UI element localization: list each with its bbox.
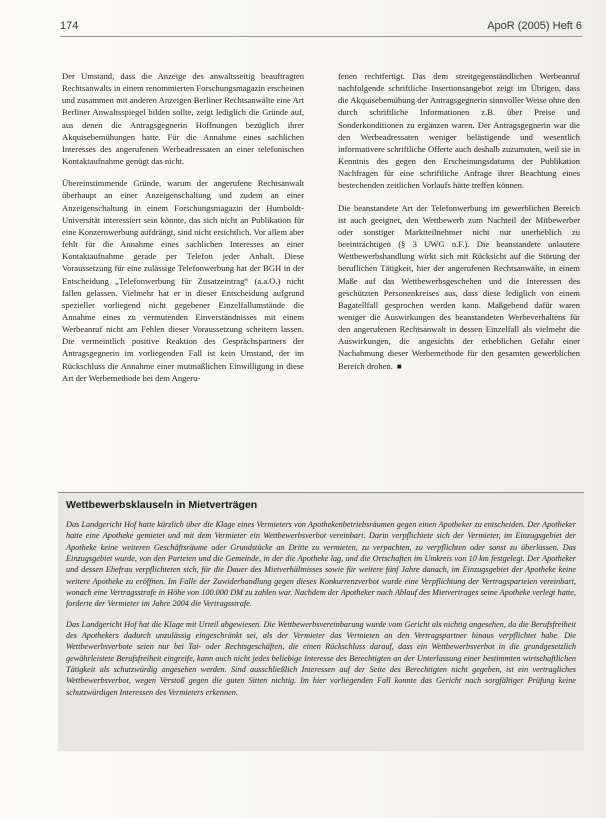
body-paragraph: [338, 202, 580, 373]
right-text-column: [338, 70, 580, 383]
body-paragraph: fenen rechtfertigt. Das dem streitgegenständlichen Werbeanruf nachfolgende schriftliche Insertionsangebot zeigt im Übrigen, dass die Akquisebemühung der Antragsgegnerin sinnvoller Weise ohne den durch schriftliche Informationen z.B. über Preise und Sonderkonditionen zu ergänzen waren. Der Antragsgegnerin war die den Werbeadressaten weniger belästigende und wesentlich informativere schriftliche Offerte auch deshalb zuzumuten, weil sie in Kenntnis des gegen den Erscheinungsdatums der Publikation Nachfragen für eine schriftliche Anfrage ihrer Beachtung eines bestechenden zeitlichen Vorlaufs hätte treffen können.: [338, 71, 580, 191]
header-rule: [60, 36, 582, 37]
info-box-paragraph: Das Landgericht Hof hatte kürzlich über die Klage eines Vermieters von Apothekenbetriebsräumen gegen einen Apotheker zu entscheiden. Der Apotheker hatte eine Apotheke gemietet und mit dem Vermieter ein Wettbewerbsverbot vereinbart. Darin verpflichtete sich der Vermieter, im Einzugsgebiet der Apotheke keine weiteren Geschäftsräume oder Grundstücke an Dritte zu vermieten, zu verpachten, zu verpflichten oder sonst zu überlassen. Das Einzugsgebiet wurde, von den Parteien und die Gemeinde, in der die Apotheke lag, und die Ortschaften im Umkreis von 10 km festgelegt. Der Apotheker und dessen Ehefrau verpflichteten sich, für die Dauer des Mietverhältnisses sowie für weitere fünf Jahre danach, im Einzugsgebiet der Apotheke keine weitere Apotheke zu eröffnen. Im Falle der Zuwiderhandlung gegen dieses Konkurrenzverbot wurde eine Verpflichtung der Vertragsparteien vereinbart, wonach eine Vertragsstrafe in Höhe von 100.000 DM zu zahlen war. Nachdem der Apotheker nach Ablauf des Mietvertrages seine Apotheke verlegt hatte, forderte der Vermieter im Jahre 2004 die Vertragsstrafe.: [66, 520, 576, 609]
info-box-paragraph: Das Landgericht Hof hat die Klage mit Urteil abgewiesen. Die Wettbewerbsvereinbarung wurde vom Gericht als nichtig angesehen, da die Berufsfreiheit des Apothekers dadurch unzulässig eingeschränkt sei, als der Vermieter das Vermieten an den Vertragspartner hinaus verpflichtet habe. Die Wettbewerbsverbote seien nur bei Tat- oder Rechtsgeschäften, die einen Rückschluss darauf, dass ein Wettbewerbsverbot in die grundgesetzlich gewährleistete Berufsfreiheit eingreife, kann auch nicht jedes beliebige Interesse des Berechtigten an der Unterlassung einer bestimmten wirtschaftlichen Tätigkeit als schutzwürdig angesehen werden. Sind ausschließlich Interessen auf der Seite des Berechtigten nicht gegeben, ist ein vertragliches Wettbewerbsverbot, wegen Verstoß gegen die guten Sitten nichtig. Im hier vorliegenden Fall konnte das Gericht nach sorgfältiger Prüfung keine schutzwürdigen Interessen des Vermieters erkennen.: [66, 619, 576, 697]
info-box: [58, 492, 584, 751]
journal-reference: ApoR (2005) Heft 6: [487, 20, 582, 32]
article-end-mark: ■: [396, 361, 402, 371]
body-paragraph: Übereinstimmende Gründe, warum der angerufene Rechtsanwalt überhaupt an einer Anzeigenschaltung und zudem an einer Anzeigenschaltung in einem Forschungsmagazin der Humboldt-Universität interessiert sein könnte, das sich nicht an Publikation für eine Konzernwerbung aufdrängt, sind nicht ersichtlich. Vor allem aber fehlt für die Annahme eines sachlichen Interesses an einer Kontaktaufnahme gerade per Telefon jeder Anhalt. Diese Voraussetzung für eine zulässige Telefonwerbung hat der BGH in der Entscheidung „Telefonwerbung für Zusatzeintrag“ (a.a.O.) nicht fallen gelassen. Vielmehr hat er in dieser Entscheidung aufgrund spezieller vorliegend nicht gegebener Einzelfallumstände die Annahme eines zu vermutenden Einverständnisses mit einem Werbeanruf nicht am Fehlen dieser Voraussetzung scheitern lassen. Die vermeintlich positive Reaktion des Gesprächspartners der Antragsgegnerin im vorliegenden Fall ist kein Umstand, der im Rückschluss die Annahme einer mutmaßlichen Einwilligung in diese Art der Werbemethode bei dem Angeru-: [62, 178, 304, 383]
body-paragraph: Der Umstand, dass die Anzeige des anwaltsseitig beauftragten Rechtsanwalts in einem renommierten Forschungsmagazin erscheinen und zusammen mit anderen Anzeigen Berliner Rechtsanwälte eine Art Berliner Anwaltsspiegel bilden sollte, zeigt lediglich die Gründe auf, aus denen die Antragsgegnerin Hoffnungen bezüglich ihrer Akquisebemühungen hatte. Für die Annahme eines sachlichen Interesses des angerufenen Werbeadressaten an einer telefonischen Kontaktaufnahme genügt das nicht.: [62, 71, 304, 167]
body-paragraph-text: Die beanstandete Art der Telefonwerbung im gewerblichen Bereich ist auch geeignet, den Wettbewerb zum Nachteil der Mitbewerber oder sonstiger Marktteilnehmer nicht nur unerheblich zu beeinträchtigen (§ 3 UWG n.F.). Die beanstandete unlautere Wettbewerbshandlung wirkt sich mit Rücksicht auf die Störung der beruflichen Tätigkeit, hier der angerufenen Rechtsanwälte, in einem Maße auf das Wettbewerbsgeschehen und die Interessen des geschützten Personenkreises aus, dass diese lediglich von einem Bagatellfall gesprochen werden kann. Maßgebend dafür waren weniger die Auswirkungen des beanstandeten Werbeverhaltens für den angerufenen Rechtsanwalt in dessen Einzelfall als vielmehr die Auswirkungen, die angesichts der erheblichen Gefahr einer Nachahmung dieser Werbemethode für den gesamten gewerblichen Bereich drohen.: [338, 202, 580, 371]
page-number: 174: [60, 20, 79, 32]
info-box-title: Wettbewerbsklauseln in Mietverträgen: [66, 499, 258, 511]
info-box-body: [66, 519, 576, 707]
left-text-column: [62, 70, 304, 394]
page-header: [60, 16, 582, 38]
